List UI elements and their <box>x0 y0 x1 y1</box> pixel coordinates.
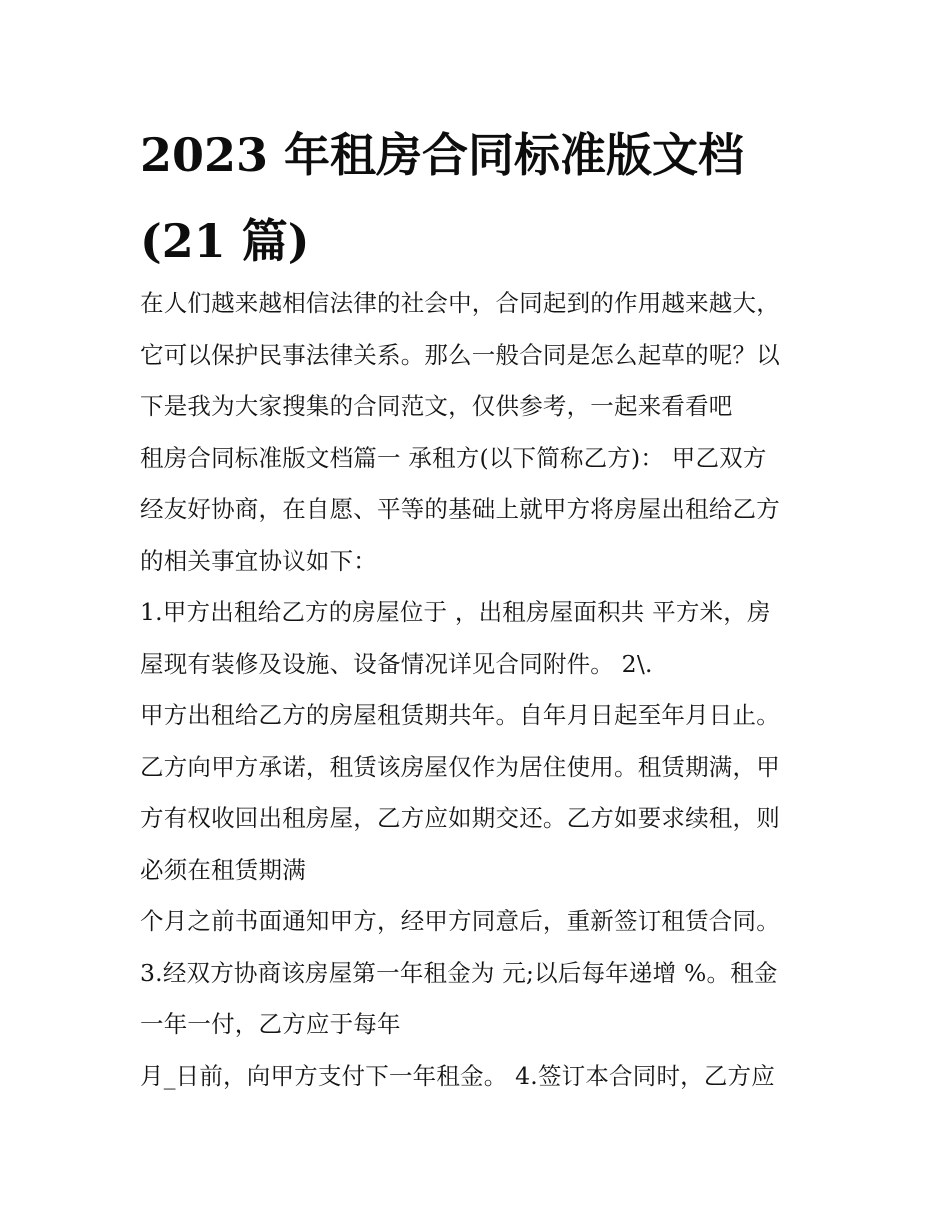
document-body <box>140 278 830 1102</box>
body-line: 3.经双方协商该房屋第一年租金为 元;以后每年递增 %。租金 <box>140 958 778 987</box>
body-line: 一年一付，乙方应于每年 <box>140 1010 401 1038</box>
body-line: 方有权收回出租房屋，乙方应如期交还。乙方如要求续租，则 <box>140 804 780 832</box>
body-line: 甲方出租给乙方的房屋租赁期共年。自年月日起至年月日止。 <box>140 701 780 729</box>
body-line: 1.甲方出租给乙方的房屋位于 ，出租房屋面积共 平方米，房 <box>140 598 771 626</box>
body-line: 经友好协商，在自愿、平等的基础上就甲方将房屋出租给乙方 <box>140 495 780 523</box>
body-line: 下是我为大家搜集的合同范文，仅供参考，一起来看看吧 <box>140 392 733 420</box>
body-line: 租房合同标准版文档篇一 承租方(以下简称乙方)： 甲乙双方 <box>140 443 767 472</box>
title-line: 2023 年租房合同标准版文档 <box>140 128 745 182</box>
body-line: 在人们越来越相信法律的社会中，合同起到的作用越来越大， <box>140 289 780 317</box>
body-line: 屋现有装修及设施、设备情况详见合同附件。 2\. <box>140 649 653 678</box>
body-line: 个月之前书面通知甲方，经甲方同意后，重新签订租赁合同。 <box>140 907 780 935</box>
body-line: 的相关事宜协议如下： <box>140 546 377 575</box>
body-line: 它可以保护民事法律关系。那么一般合同是怎么起草的呢？以 <box>140 340 780 369</box>
title-line: (21 篇) <box>140 214 310 268</box>
body-line: 月_日前，向甲方支付下一年租金。 4.签订本合同时，乙方应 <box>140 1061 775 1090</box>
body-line: 乙方向甲方承诺，租赁该房屋仅作为居住使用。租赁期满，甲 <box>140 752 780 781</box>
document-title <box>140 112 820 284</box>
body-line: 必须在租赁期满 <box>140 855 306 884</box>
